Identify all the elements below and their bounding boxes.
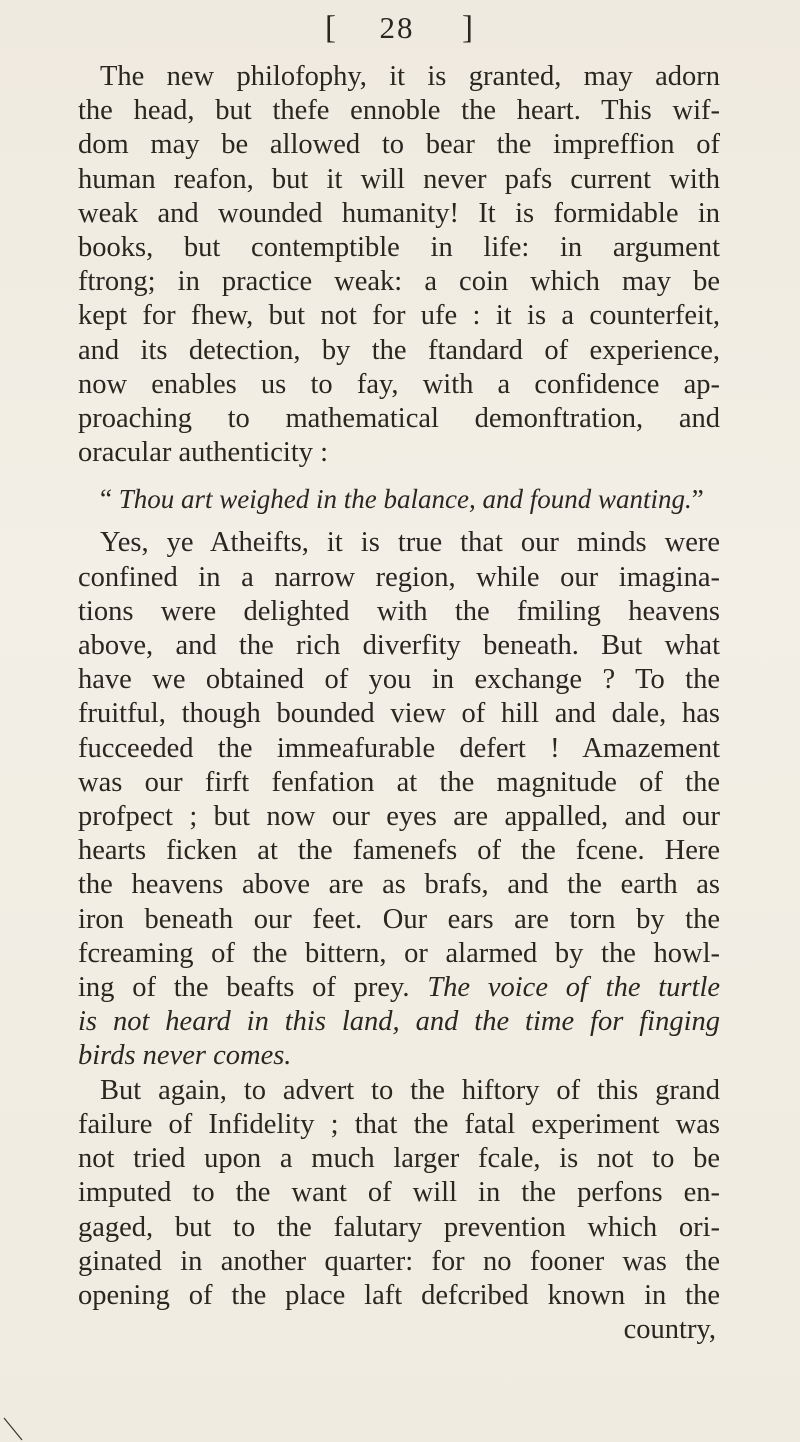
text-line: fucceeded the immeafurable defert ! Amazement [78, 732, 720, 764]
text-line: the heavens above are as brafs, and the earth as [78, 869, 720, 901]
bracket-open: [ [325, 10, 338, 46]
text-line: weak and wounded humanity! It is formidable in [78, 197, 720, 229]
text-line: proaching to mathematical demonftration, and [78, 403, 720, 435]
text-line: But again, to advert to the hiftory of this grand [100, 1074, 720, 1106]
text-line: profpect ; but now our eyes are appalled, and our [78, 801, 720, 833]
text-line: opening of the place laft defcribed known in the [78, 1279, 720, 1311]
block-quote [78, 482, 720, 516]
text-line: tions were delighted with the fmiling heavens [78, 595, 720, 627]
quote-text: Thou art weighed in the balance, and found wanting. [118, 484, 692, 515]
text-line: The new philofophy, it is granted, may adorn [100, 61, 720, 92]
text-run: ing of the beafts of prey. [78, 972, 410, 1004]
text-line: ftrong; in practice weak: a coin which may be [78, 266, 720, 298]
text-line: have we obtained of you in exchange ? To the [78, 664, 720, 696]
text-line: confined in a narrow region, while our imagina- [78, 561, 720, 593]
page-edge-mark [0, 1412, 30, 1442]
page-number-value: 28 [379, 10, 415, 45]
text-line: kept for fhew, but not for ufe : it is a counterfeit, [78, 300, 720, 332]
italic-run: birds never comes. [78, 1040, 292, 1072]
page-number [0, 10, 800, 47]
text-line: now enables us to fay, with a confidence ap- [78, 368, 720, 400]
catchword: country, [623, 1314, 716, 1346]
text-line: gaged, but to the falutary prevention which ori- [78, 1211, 720, 1243]
text-line: ginated in another quarter: for no fooner was the [78, 1245, 720, 1277]
text-line: dom may be allowed to bear the impreffion of [78, 129, 720, 161]
bracket-close: ] [462, 10, 475, 46]
text-line: iron beneath our feet. Our ears are torn by the [78, 903, 720, 935]
text-line-italic [78, 1039, 720, 1073]
text-body [78, 60, 720, 1347]
text-line: the head, but thefe ennoble the heart. This wif- [78, 95, 720, 127]
text-line-italic [78, 1005, 720, 1039]
paragraph-2 [78, 526, 720, 1073]
text-line: failure of Infidelity ; that the fatal experiment was [78, 1108, 720, 1140]
text-line: Yes, ye Atheifts, it is true that our minds were [100, 527, 720, 559]
text-line: books, but contemptible in life: in argument [78, 232, 720, 264]
paragraph-3 [78, 1074, 720, 1313]
paragraph-1 [78, 60, 720, 470]
text-line: and its detection, by the ftandard of experience, [78, 334, 720, 366]
text-line-mixed [78, 971, 720, 1005]
text-line: hearts ficken at the famenefs of the fcene. Here [78, 835, 720, 867]
quote-open-mark: “ [100, 484, 112, 515]
text-line: fruitful, though bounded view of hill and dale, has [78, 698, 720, 730]
italic-run: The voice of the turtle [427, 972, 721, 1004]
text-line: imputed to the want of will in the perfons en- [78, 1177, 720, 1209]
quote-close-mark: ” [691, 484, 704, 515]
italic-run: is not heard in this land, and the time for finging [78, 1006, 720, 1038]
text-line: above, and the rich diverfity beneath. But what [78, 630, 720, 662]
text-line: not tried upon a much larger fcale, is not to be [78, 1143, 720, 1175]
text-line: oracular authenticity : [78, 437, 329, 469]
text-line: was our firft fenfation at the magnitude of the [78, 766, 720, 798]
text-line: fcreaming of the bittern, or alarmed by the howl- [78, 937, 720, 969]
text-line: human reafon, but it will never pafs current with [78, 163, 720, 195]
